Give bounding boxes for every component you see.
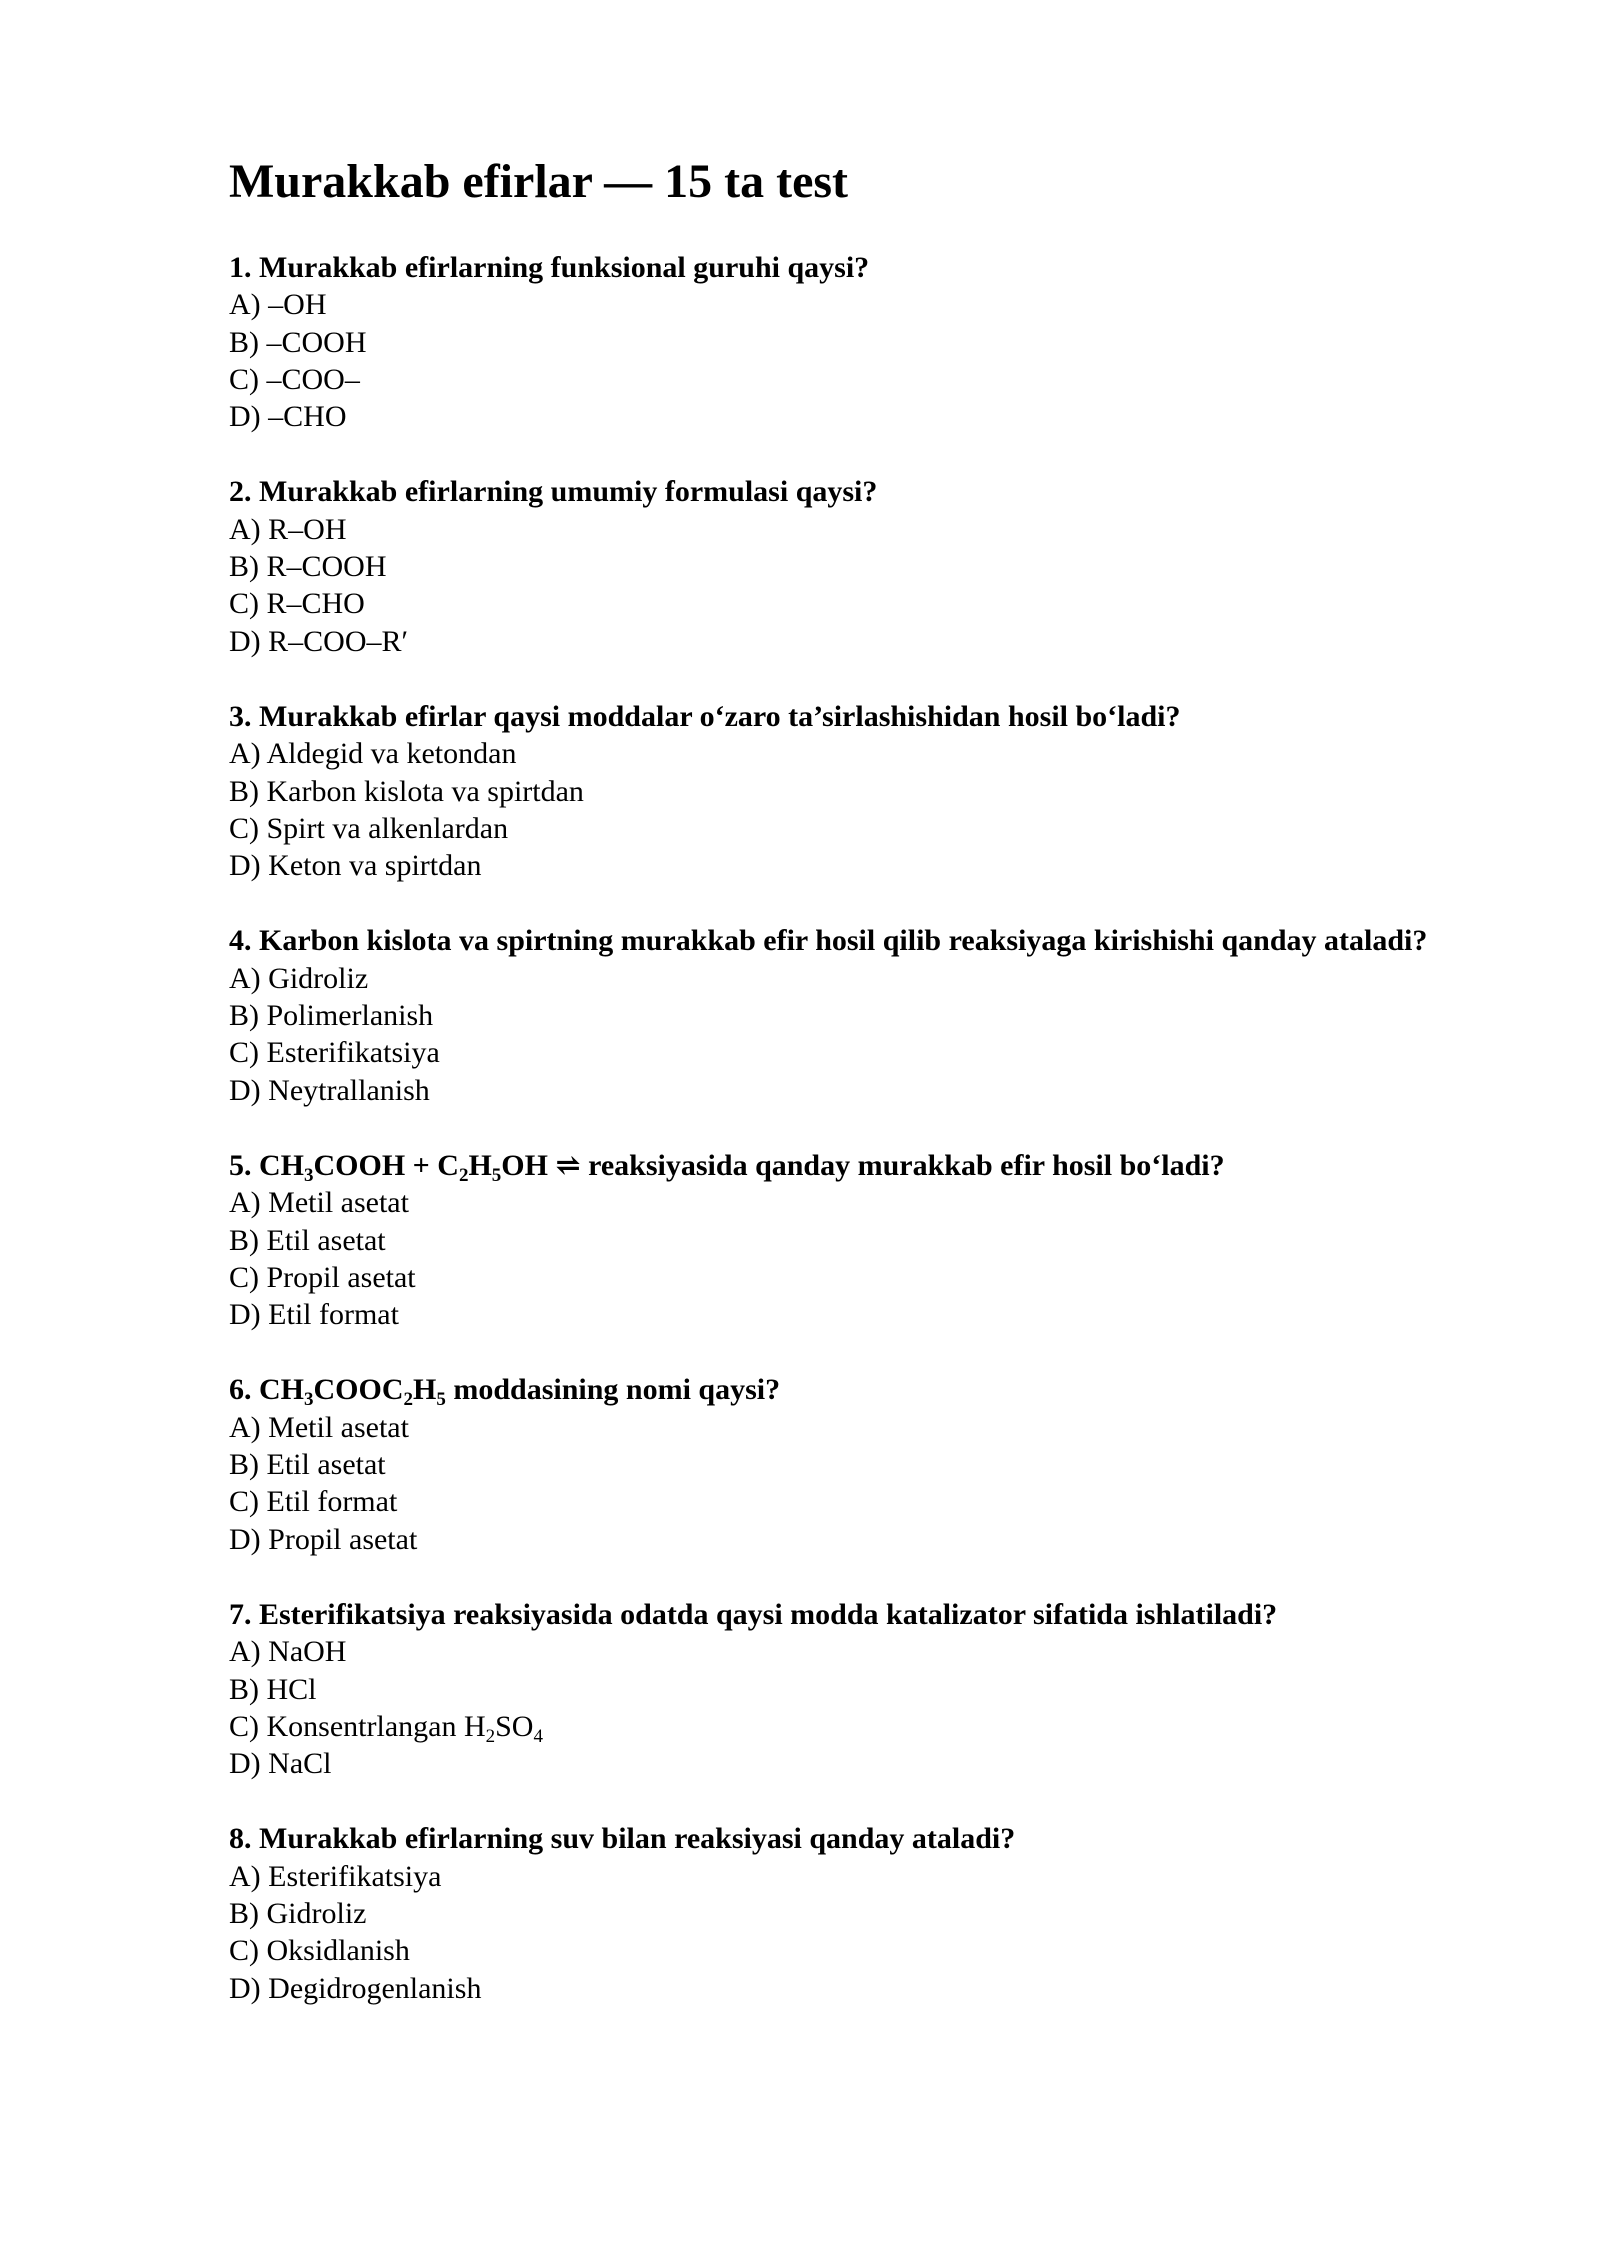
text-run: R–COO–R′ <box>268 624 409 658</box>
question-text <box>229 1820 1429 1857</box>
text-run: OH ⇌ reaksiyasida qanday murakkab efir hosil bo‘ladi? <box>501 1148 1225 1182</box>
answer-option-d <box>229 1072 1429 1109</box>
text-run: Konsentrlangan H <box>266 1709 486 1743</box>
answer-option-d <box>229 398 1429 435</box>
text-run: Esterifikatsiya <box>266 1036 440 1070</box>
answer-option-c <box>229 585 1429 622</box>
option-label: B) <box>229 1223 259 1257</box>
document-title: Murakkab efirlar — 15 ta test <box>229 155 849 208</box>
question-number: 1. <box>229 251 252 284</box>
option-label: C) <box>229 587 259 621</box>
question-text <box>229 249 1429 286</box>
option-label: C) <box>229 1036 259 1070</box>
option-label: A) <box>229 288 261 322</box>
text-run: Degidrogenlanish <box>268 1971 482 2005</box>
subscript: 2 <box>403 1389 413 1411</box>
question-4 <box>229 922 1429 1108</box>
question-text <box>229 698 1429 735</box>
option-label: D) <box>229 1971 261 2005</box>
answer-option-b <box>229 1222 1429 1259</box>
option-label: D) <box>229 1073 261 1107</box>
text-run: Murakkab efirlarning umumiy formulasi qaysi? <box>259 475 878 509</box>
option-label: B) <box>229 1896 259 1930</box>
text-run: –COO– <box>266 362 360 396</box>
answer-option-b <box>229 773 1429 810</box>
text-run: Oksidlanish <box>266 1934 410 1968</box>
answer-option-c <box>229 1034 1429 1071</box>
answer-option-d <box>229 847 1429 884</box>
text-run: –CHO <box>268 400 347 434</box>
answer-option-d <box>229 1296 1429 1333</box>
text-run: Murakkab efirlarning funksional guruhi qaysi? <box>259 251 870 284</box>
text-run: Aldegid va ketondan <box>266 737 517 771</box>
text-run: CH <box>259 1148 304 1182</box>
option-label: B) <box>229 999 259 1033</box>
text-run: R–OH <box>268 512 347 546</box>
subscript: 2 <box>485 1725 496 1747</box>
text-run: Neytrallanish <box>268 1073 430 1107</box>
text-run: Esterifikatsiya reaksiyasida odatda qaysi modda katalizator sifatida ishlatiladi? <box>259 1597 1278 1631</box>
text-run: Propil asetat <box>268 1522 418 1556</box>
document-page <box>229 152 1429 2045</box>
text-run: Etil asetat <box>266 1223 386 1257</box>
subscript: 5 <box>436 1389 446 1411</box>
text-run: H <box>413 1373 437 1407</box>
option-label: A) <box>229 1410 261 1444</box>
text-run: Etil asetat <box>266 1448 386 1482</box>
subscript: 3 <box>304 1164 314 1186</box>
question-5 <box>229 1147 1429 1333</box>
question-1 <box>229 249 1429 435</box>
answer-option-b <box>229 1895 1429 1932</box>
subscript: 3 <box>304 1389 314 1411</box>
option-label: D) <box>229 1747 261 1781</box>
text-run: Propil asetat <box>266 1260 416 1294</box>
text-run: moddasining nomi qaysi? <box>445 1373 781 1407</box>
answer-option-b <box>229 1671 1429 1708</box>
text-run: Gidroliz <box>268 961 369 995</box>
answer-option-d <box>229 1745 1429 1782</box>
option-label: C) <box>229 1260 259 1294</box>
text-run: Murakkab efirlar qaysi moddalar o‘zaro ta’sirlashishidan hosil bo‘ladi? <box>259 699 1181 733</box>
answer-option-a <box>229 735 1429 772</box>
option-label: B) <box>229 1672 259 1706</box>
answer-option-d <box>229 1521 1429 1558</box>
text-run: Gidroliz <box>266 1896 367 1930</box>
text-run: Keton va spirtdan <box>268 849 482 883</box>
text-run: COOH + C <box>313 1148 459 1182</box>
option-label: D) <box>229 400 261 434</box>
question-number: 2. <box>229 475 252 509</box>
answer-option-c <box>229 1259 1429 1296</box>
subscript: 2 <box>458 1164 469 1186</box>
question-text <box>229 1147 1429 1184</box>
text-run: Etil format <box>266 1485 398 1519</box>
option-label: A) <box>229 512 261 546</box>
option-label: B) <box>229 774 259 808</box>
question-list <box>229 249 1429 2007</box>
text-run: SO <box>495 1709 534 1743</box>
option-label: A) <box>229 737 261 771</box>
option-label: C) <box>229 362 259 396</box>
answer-option-c <box>229 361 1429 398</box>
answer-option-b <box>229 324 1429 361</box>
text-run: Murakkab efirlarning suv bilan reaksiyasi qanday ataladi? <box>259 1822 1016 1856</box>
option-label: C) <box>229 1709 259 1743</box>
answer-option-c <box>229 1932 1429 1969</box>
option-label: C) <box>229 1485 259 1519</box>
question-text <box>229 922 1429 959</box>
answer-option-b <box>229 997 1429 1034</box>
text-run: R–COOH <box>266 550 387 584</box>
option-label: A) <box>229 961 261 995</box>
option-label: A) <box>229 1859 261 1893</box>
option-label: D) <box>229 1298 261 1332</box>
subscript: 5 <box>491 1164 502 1186</box>
question-number: 6. <box>229 1373 252 1407</box>
subscript: 4 <box>533 1725 543 1747</box>
text-run: HCl <box>266 1672 317 1706</box>
text-run: Metil asetat <box>268 1186 409 1220</box>
answer-option-c <box>229 1708 1429 1745</box>
text-run: Spirt va alkenlardan <box>266 811 509 845</box>
option-label: B) <box>229 1448 259 1482</box>
option-label: A) <box>229 1635 261 1669</box>
question-6 <box>229 1371 1429 1557</box>
answer-option-a <box>229 960 1429 997</box>
text-run: Karbon kislota va spirtning murakkab efir hosil qilib reaksiyaga kirishishi qanday ataladi? <box>259 924 1428 958</box>
answer-option-b <box>229 548 1429 585</box>
question-number: 7. <box>229 1597 252 1631</box>
text-run: H <box>468 1148 492 1182</box>
text-run: Etil format <box>268 1298 399 1332</box>
text-run: –COOH <box>266 325 367 359</box>
question-8 <box>229 1820 1429 2006</box>
text-run: Karbon kislota va spirtdan <box>266 774 584 808</box>
option-label: C) <box>229 1934 259 1968</box>
option-label: D) <box>229 1522 261 1556</box>
question-text <box>229 1371 1429 1411</box>
text-run: Polimerlanish <box>266 999 434 1033</box>
question-text <box>229 473 1429 510</box>
question-2 <box>229 473 1429 659</box>
answer-option-a <box>229 511 1429 548</box>
option-label: C) <box>229 811 259 845</box>
answer-option-a <box>229 286 1429 323</box>
text-run: R–CHO <box>266 587 365 621</box>
answer-option-a <box>229 1858 1429 1895</box>
answer-option-a <box>229 1184 1429 1221</box>
option-label: D) <box>229 849 261 883</box>
question-number: 8. <box>229 1822 252 1856</box>
text-run: NaOH <box>268 1635 347 1669</box>
option-label: A) <box>229 1186 261 1220</box>
text-run: CH <box>259 1373 304 1407</box>
question-3 <box>229 698 1429 884</box>
question-number: 4. <box>229 924 252 958</box>
answer-option-d <box>229 623 1429 660</box>
text-run: Metil asetat <box>268 1410 409 1444</box>
option-label: B) <box>229 325 259 359</box>
answer-option-a <box>229 1633 1429 1670</box>
option-label: D) <box>229 624 261 658</box>
option-label: B) <box>229 550 259 584</box>
question-7 <box>229 1596 1429 1782</box>
question-number: 3. <box>229 699 252 733</box>
answer-option-c <box>229 810 1429 847</box>
question-number: 5. <box>229 1148 252 1182</box>
text-run: –OH <box>268 288 327 322</box>
answer-option-a <box>229 1409 1429 1446</box>
answer-option-b <box>229 1446 1429 1483</box>
text-run: NaCl <box>268 1747 332 1781</box>
text-run: Esterifikatsiya <box>268 1859 442 1893</box>
question-text <box>229 1596 1429 1633</box>
answer-option-d <box>229 1970 1429 2007</box>
text-run: COOC <box>313 1373 404 1407</box>
answer-option-c <box>229 1483 1429 1520</box>
